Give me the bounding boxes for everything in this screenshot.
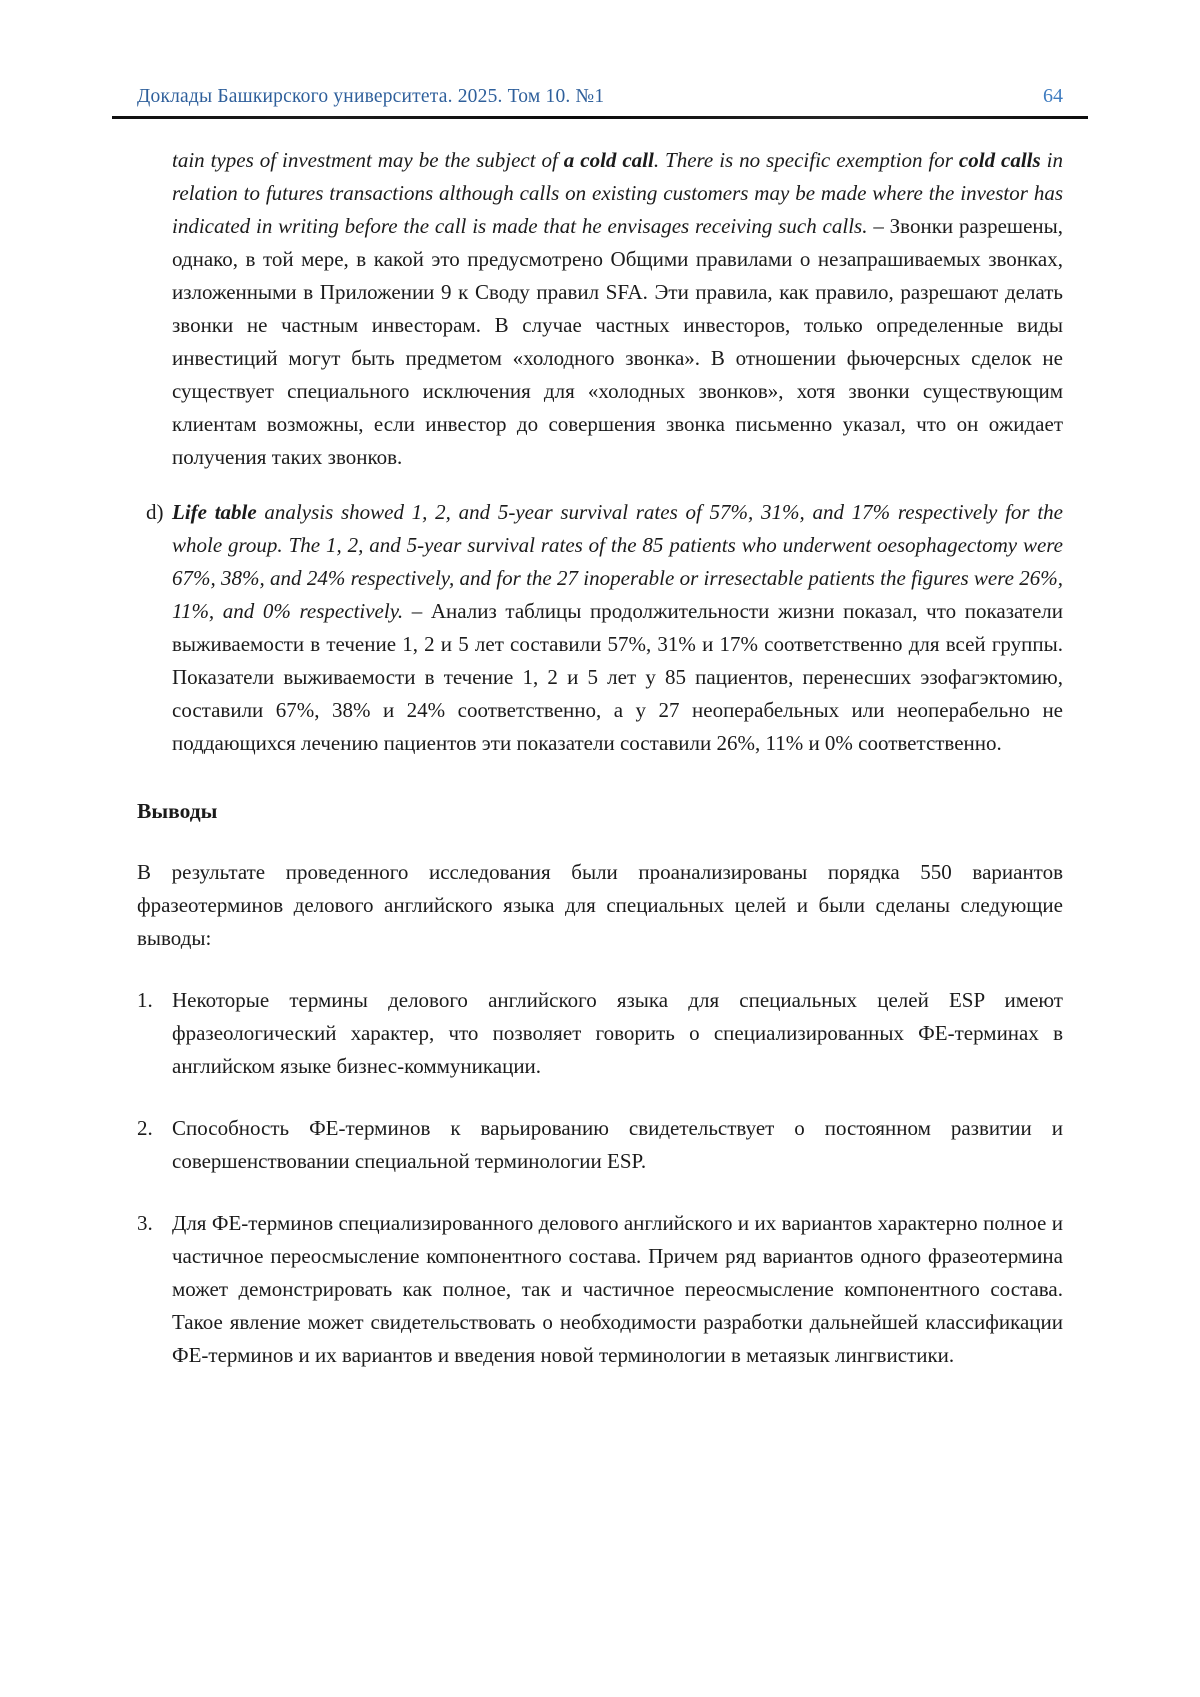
page-body [137,144,1063,1372]
conclusion-item-2-marker: 2. [137,1116,153,1140]
conclusion-item-3-marker: 3. [137,1211,153,1235]
list-item-d [137,496,1063,760]
conclusion-item-2-text: Способность ФЕ-терминов к варьированию свидетельствует о постоянном развитии и совершенствовании специальной терминологии ESP. [172,1116,1063,1173]
conclusion-item-1-text: Некоторые термины делового английского языка для специальных целей ESP имеют фразеологический характер, что позволяет говорить о специализированных ФЕ-терминах в английском языке бизнес-коммуникации. [172,988,1063,1078]
conclusion-item-2 [137,1112,1063,1178]
conclusion-item-1-marker: 1. [137,988,153,1012]
page-number: 64 [1043,85,1063,107]
conclusions-intro: В результате проведенного исследования были проанализированы порядка 550 вариантов фразеотерминов делового английского языка для специальных целей и были сделаны следующие выводы: [137,860,1063,950]
journal-title: Доклады Башкирского университета. 2025. Том 10. №1 [137,86,605,107]
conclusion-item-3-text: Для ФЕ-терминов специализированного делового английского и их вариантов характерно полное и частичное переосмысление компонентного состава. Причем ряд вариантов одного фразеотермина может демонстрировать как полное, так и частичное переосмысление компонентного состава. Такое явление может свидетельствовать о необходимости разработки дальнейшей классификации ФЕ-терминов и их вариантов и введения новой терминологии в метаязык лингвистики. [172,1211,1063,1367]
list-item-d-text: Life table analysis showed 1, 2, and 5-year survival rates of 57%, 31%, and 17% respectively for the whole group. The 1, 2, and 5-year survival rates of the 85 patients who underwent oesophagectomy were 67%, 38%, and 24% respectively, and for the 27 inoperable or irresectable patients the figures were 26%, 11%, and 0% respectively. – Анализ таблицы продолжительности жизни показал, что показатели выживаемости в течение 1, 2 и 5 лет составили 57%, 31% и 17% соответственно для всей группы. Показатели выживаемости в течение 1, 2 и 5 лет у 85 пациентов, перенесших эзофагэктомию, составили 67%, 38% и 24% соответственно, а у 27 неоперабельных или неоперабельно не поддающихся лечению пациентов эти показатели составили 26%, 11% и 0% соответственно. [172,500,1063,755]
list-item-d-marker: d) [146,500,164,524]
conclusions-heading: Выводы [137,799,218,823]
conclusion-item-1 [137,984,1063,1083]
paragraph-continuation: tain types of investment may be the subject of a cold call. There is no specific exemption for cold calls in relation to futures transactions although calls on existing customers may be made where the investor has indicated in writing before the call is made that he envisages receiving such calls. – Звонки разрешены, однако, в той мере, в какой это предусмотрено Общими правилами о незапрашиваемых звонках, изложенными в Приложении 9 к Своду правил SFA. Эти правила, как правило, разрешают делать звонки не частным инвесторам. В случае частных инвесторов, только определенные виды инвестиций могут быть предметом «холодного звонка». В отношении фьючерсных сделок не существует специального исключения для «холодных звонков», хотя звонки существующим клиентам возможны, если инвестор до совершения звонка письменно указал, что он ожидает получения таких звонков. [172,148,1064,469]
conclusions-list [137,984,1063,1372]
conclusion-item-3 [137,1207,1063,1372]
page-header [137,84,1063,109]
header-rule [112,116,1088,119]
